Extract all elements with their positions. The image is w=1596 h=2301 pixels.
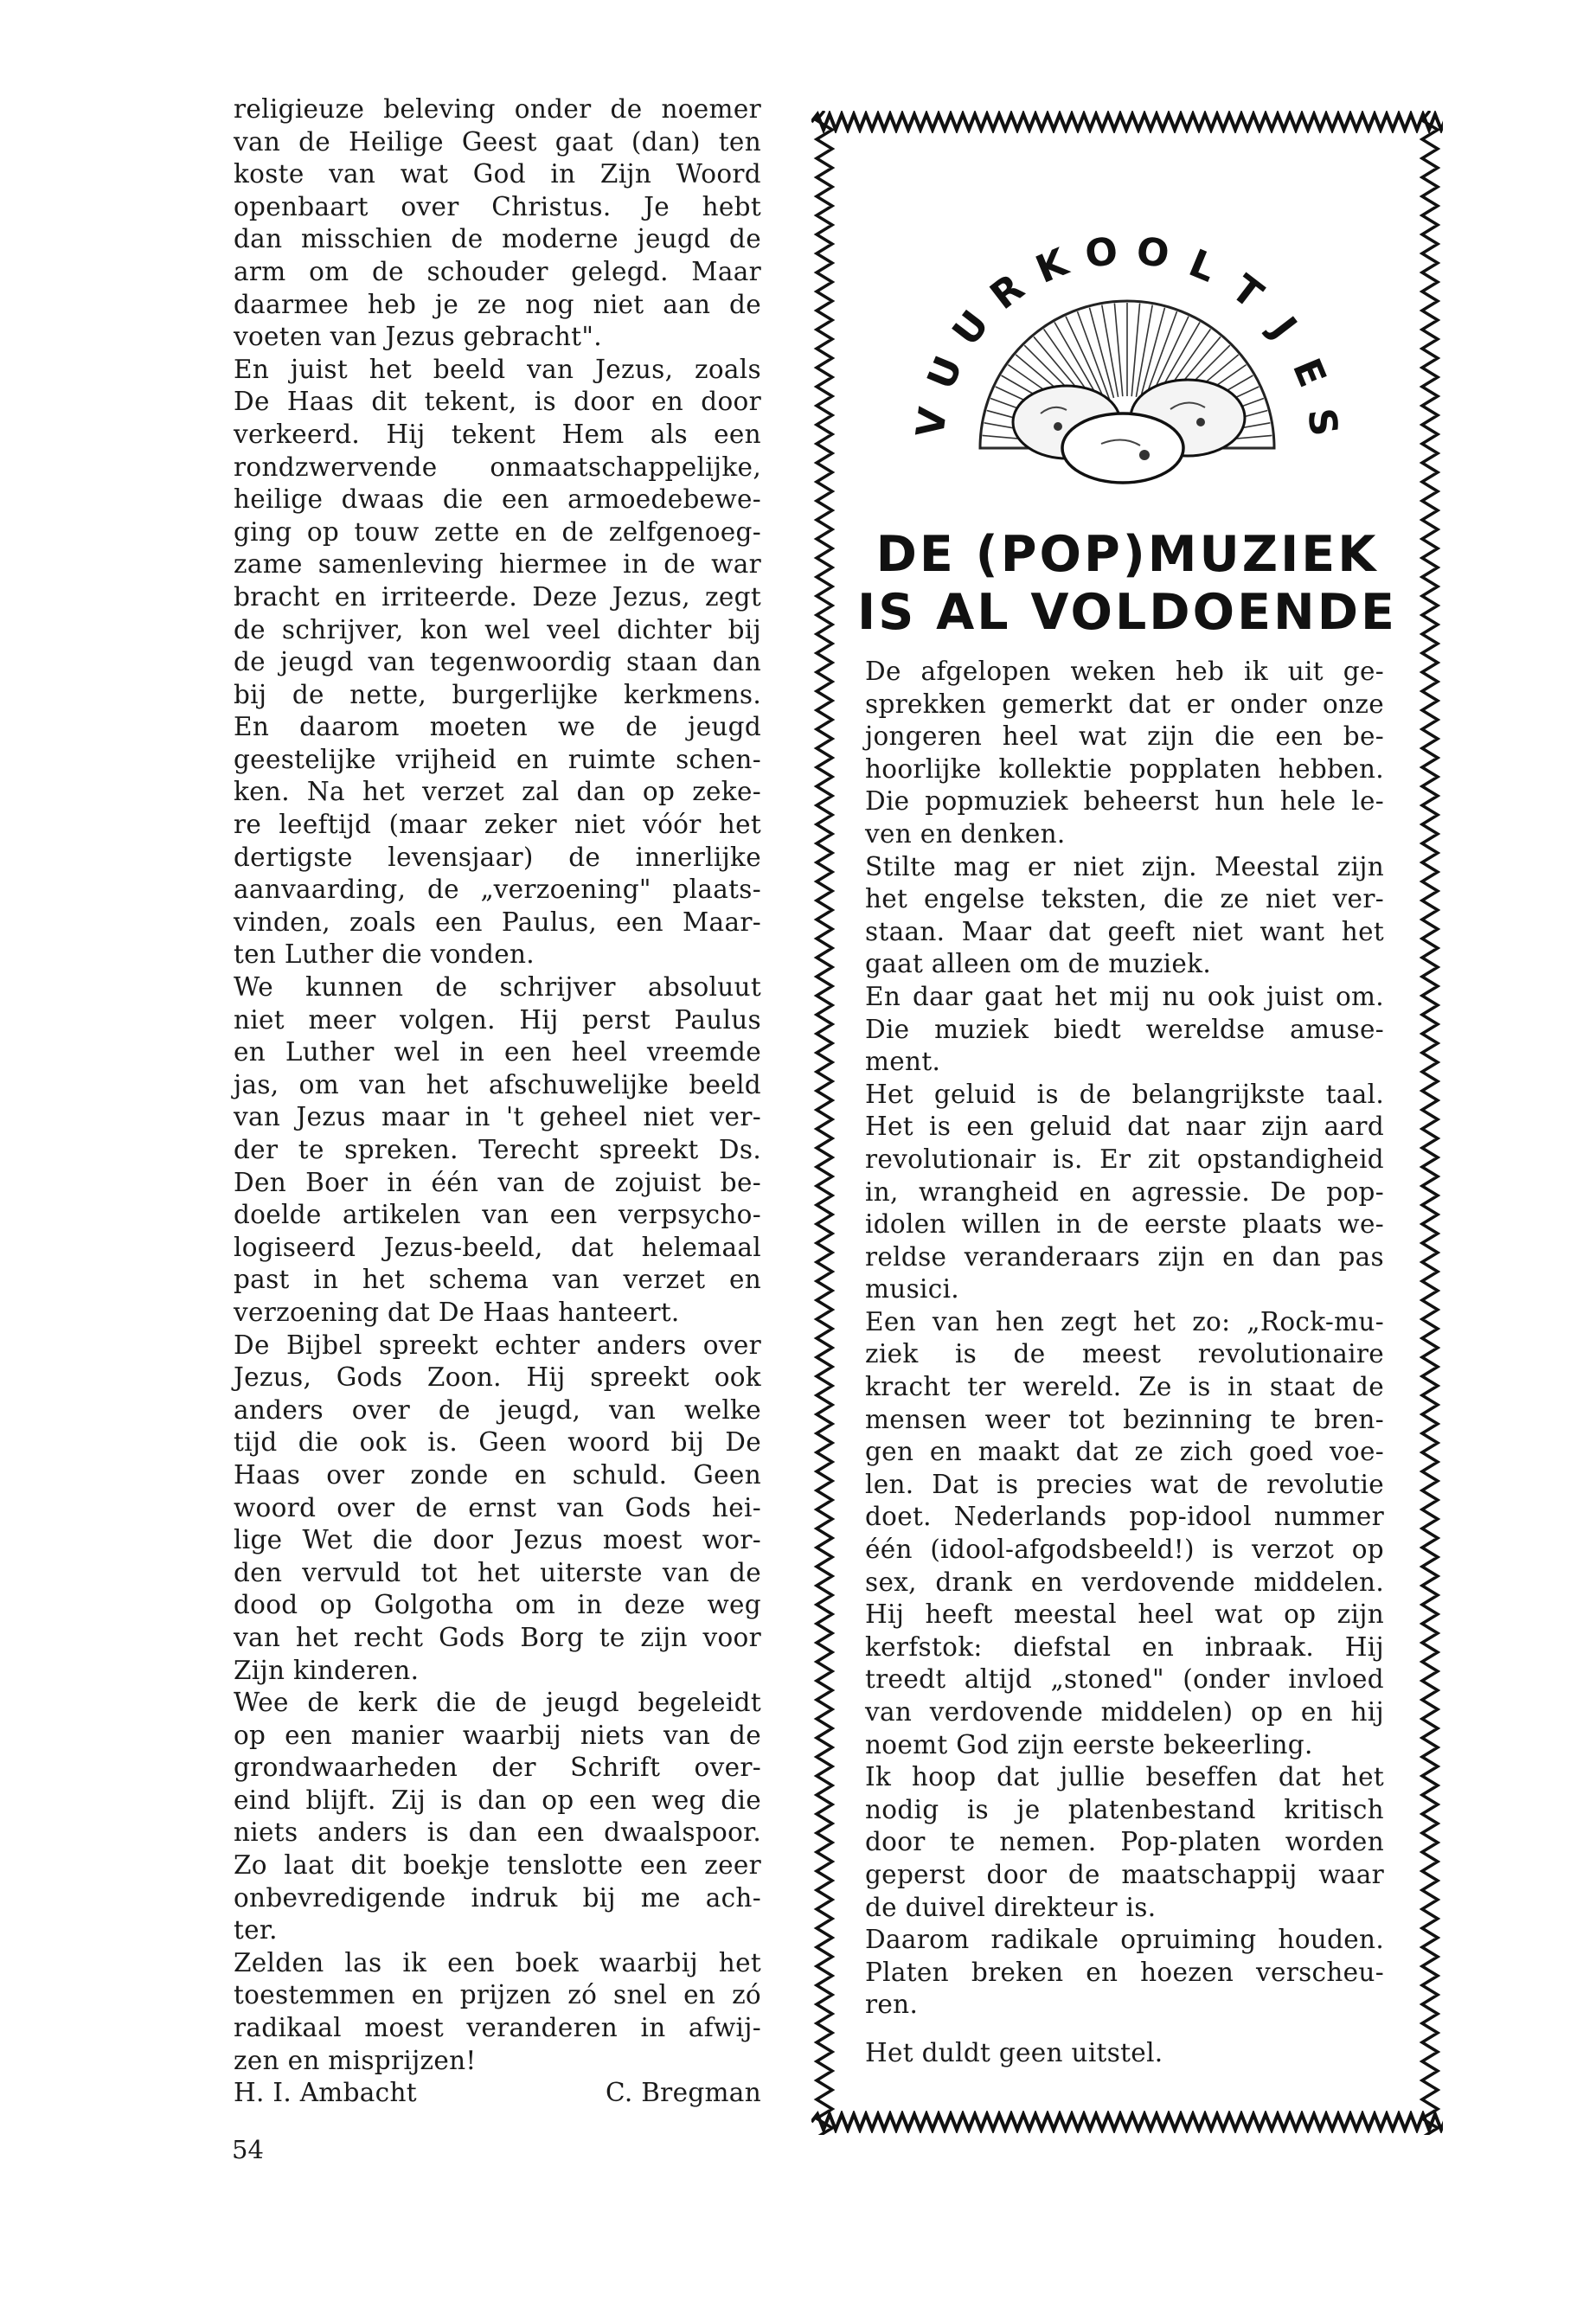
top-zigzag-border	[811, 111, 1443, 133]
text-line: Ik hoop dat jullie beseffen dat het	[865, 1762, 1384, 1792]
text-line: Die popmuziek beheerst hun hele le-	[865, 786, 1384, 817]
emblem-letter: T	[1223, 266, 1271, 317]
text-line: musici.	[865, 1274, 959, 1304]
text-line: bij de nette, burgerlijke kerkmens.	[234, 679, 761, 709]
paragraph-gap	[865, 2022, 1384, 2037]
text-line: En juist het beeld van Jezus, zoals	[234, 354, 761, 384]
closing-line: Het duldt geen uitstel.	[865, 2037, 1163, 2067]
text-line: dood op Golgotha om in deze weg	[234, 1590, 761, 1620]
burning-coals-icon	[1013, 380, 1245, 483]
text-line: re leeftijd (maar zeker niet vóór het	[234, 810, 761, 840]
text-line: van de Heilige Geest gaat (dan) ten	[234, 126, 761, 157]
text-line: aanvaarding, de „verzoening" plaats-	[234, 875, 761, 905]
text-line: verkeerd. Hij tekent Hem als een	[234, 419, 761, 449]
text-line: der te spreken. Terecht spreekt Ds.	[234, 1135, 761, 1164]
text-line: niets anders is dan een dwaalspoor.	[234, 1817, 761, 1848]
text-line: koste van wat God in Zijn Woord	[234, 159, 761, 189]
signature-author: C. Bregman	[606, 2078, 761, 2108]
emblem-letter: R	[982, 265, 1033, 319]
emblem-letter: K	[1029, 240, 1074, 292]
text-line: Die muziek biedt wereldse amuse-	[865, 1014, 1384, 1044]
text-line: sprekken gemerkt dat er onder onze	[865, 689, 1384, 719]
text-line: De Bijbel spreekt echter anders over	[234, 1330, 761, 1360]
text-line: De Haas dit tekent, is door en door	[234, 387, 761, 417]
text-line: past in het schema van verzet en	[234, 1265, 761, 1295]
text-line: de duivel direkteur is.	[865, 1892, 1157, 1922]
left-article-column	[234, 93, 761, 2110]
text-line: onbevredigende indruk bij me ach-	[234, 1882, 761, 1913]
text-line: hoorlijke kollektie popplaten hebben.	[865, 753, 1384, 784]
text-line: En daarom moeten we de jeugd	[234, 712, 761, 742]
text-line: van verdovende middelen) op en hij	[865, 1697, 1384, 1727]
emblem-letter: L	[1183, 240, 1222, 292]
text-line: zen en misprijzen!	[234, 2045, 477, 2075]
text-line: Haas over zonde en schuld. Geen	[234, 1459, 761, 1490]
text-line: nodig is je platenbestand kritisch	[865, 1794, 1384, 1824]
signature-row	[234, 2077, 761, 2110]
text-line: tijd die ook is. Geen woord bij De	[234, 1427, 761, 1458]
text-line: voeten van Jezus gebracht".	[234, 322, 602, 352]
text-line: Platen breken en hoezen verscheu-	[865, 1957, 1384, 1987]
text-line: ter.	[234, 1915, 278, 1945]
text-line: vinden, zoals een Paulus, een Maar-	[234, 907, 761, 937]
left-zigzag-border	[811, 111, 837, 2135]
emblem-letter: E	[1283, 352, 1335, 394]
text-line: staan. Maar dat geeft niet want het	[865, 916, 1384, 946]
text-line: ment.	[865, 1047, 941, 1077]
text-line: ven en denken.	[865, 818, 1066, 849]
text-line: Den Boer in één van de zojuist be-	[234, 1167, 761, 1197]
text-line: heilige dwaas die een armoedebewe-	[234, 484, 761, 515]
text-line: één (idool-afgodsbeeld!) is verzot op	[865, 1535, 1384, 1565]
text-line: Een van hen zegt het zo: „Rock-mu-	[865, 1306, 1384, 1336]
text-line: door te nemen. Pop-platen worden	[865, 1827, 1384, 1857]
text-line: de jeugd van tegenwoordig staan dan	[234, 647, 761, 677]
vuurkooltjes-emblem	[894, 163, 1361, 526]
bottom-zigzag-border	[811, 2111, 1443, 2133]
text-line: geperst door de maatschappij waar	[865, 1859, 1384, 1889]
page-number: 54	[232, 2135, 264, 2164]
emblem-letter: O	[1133, 228, 1172, 278]
text-line: Hij heeft meestal heel wat op zijn	[865, 1599, 1384, 1630]
text-line: ten Luther die vonden.	[234, 939, 535, 970]
text-line: sex, drank en verdovende middelen.	[865, 1567, 1384, 1597]
text-line: grondwaarheden der Schrift over-	[234, 1753, 761, 1783]
text-line: logiseerd Jezus-beeld, dat helemaal	[234, 1232, 761, 1262]
text-line: kerfstok: diefstal en inbraak. Hij	[865, 1631, 1384, 1662]
text-line: Stilte mag er niet zijn. Meestal zijn	[865, 851, 1384, 881]
text-line: daarmee heb je ze nog niet aan de	[234, 289, 761, 319]
text-line: bracht en irriteerde. Deze Jezus, zegt	[234, 581, 761, 612]
text-line: van Jezus maar in 't geheel niet ver-	[234, 1102, 761, 1132]
text-line: op een manier waarbij niets van de	[234, 1720, 761, 1750]
text-line: ziek is de meest revolutionaire	[865, 1339, 1384, 1369]
text-line: dertigste levensjaar) de innerlijke	[234, 842, 761, 872]
emblem-letter: U	[944, 302, 998, 355]
text-line: gen en maakt dat ze zich goed voe-	[865, 1437, 1384, 1467]
text-line: En daar gaat het mij nu ook juist om.	[865, 981, 1384, 1011]
emblem-letter: S	[1298, 406, 1346, 439]
text-line: treedt altijd „stoned" (onder invloed	[865, 1664, 1384, 1695]
text-line: Daarom radikale opruiming houden.	[865, 1925, 1384, 1955]
text-line: verzoening dat De Haas hanteert.	[234, 1297, 680, 1327]
text-line: en Luther wel in een heel vreemde	[234, 1037, 761, 1067]
text-line: len. Dat is precies wat de revolutie	[865, 1469, 1384, 1499]
text-line: revolutionair is. Er zit opstandigheid	[865, 1144, 1384, 1174]
text-line: arm om de schouder gelegd. Maar	[234, 256, 761, 286]
text-line: idolen willen in de eerste plaats we-	[865, 1209, 1384, 1240]
text-line: radikaal moest veranderen in afwij-	[234, 2013, 761, 2043]
text-line: mensen weer tot bezinning te bren-	[865, 1404, 1384, 1434]
text-line: jas, om van het afschuwelijke beeld	[234, 1069, 761, 1099]
text-line: De afgelopen weken heb ik uit ge-	[865, 657, 1384, 686]
text-line: ken. Na het verzet zal dan op zeke-	[234, 777, 761, 807]
text-line: rondzwervende onmaatschappelijke,	[234, 452, 761, 482]
text-line: in, wrangheid en agressie. De pop-	[865, 1176, 1384, 1207]
text-line: noemt God zijn eerste bekeerling.	[865, 1729, 1313, 1759]
text-line: Zo laat dit boekje tenslotte een zeer	[234, 1850, 761, 1881]
text-line: kracht ter wereld. Ze is in staat de	[865, 1372, 1384, 1402]
text-line: Het geluid is de belangrijkste taal.	[865, 1079, 1384, 1109]
text-line: openbaart over Christus. Je hebt	[234, 191, 761, 221]
text-line: anders over de jeugd, van welke	[234, 1394, 761, 1425]
text-line: het engelse teksten, die ze niet ver-	[865, 884, 1384, 914]
text-line: ging op touw zette en de zelfgenoeg-	[234, 516, 761, 547]
text-line: eind blijft. Zij is dan op een weg die	[234, 1785, 761, 1815]
text-line: doelde artikelen van een verpsycho-	[234, 1200, 761, 1230]
text-line: We kunnen de schrijver absoluut	[234, 972, 761, 1003]
text-line: Zijn kinderen.	[234, 1655, 420, 1685]
emblem-letter: J	[1261, 309, 1305, 348]
text-line: Het is een geluid dat naar zijn aard	[865, 1112, 1384, 1142]
text-line: Zelden las ik een boek waarbij het	[234, 1947, 761, 1977]
signature-place: H. I. Ambacht	[234, 2078, 417, 2108]
right-zigzag-border	[1417, 111, 1443, 2135]
text-line: den vervuld tot het uiterste van de	[234, 1557, 761, 1587]
text-line: ren.	[865, 1990, 919, 2020]
text-line: de schrijver, kon wel veel dichter bij	[234, 614, 761, 644]
text-line: geestelijke vrijheid en ruimte schen-	[234, 744, 761, 774]
text-line: reldse veranderaars zijn en dan pas	[865, 1241, 1384, 1272]
text-line: van het recht Gods Borg te zijn voor	[234, 1622, 761, 1652]
text-line: religieuze beleving onder de noemer	[234, 94, 761, 124]
text-line: doet. Nederlands pop-idool nummer	[865, 1502, 1384, 1532]
text-line: zame samenleving hiermee in de war	[234, 549, 761, 580]
text-line: Jezus, Gods Zoon. Hij spreekt ook	[234, 1362, 761, 1393]
text-line: dan misschien de moderne jeugd de	[234, 224, 761, 254]
text-line: Wee de kerk die de jeugd begeleidt	[234, 1688, 761, 1718]
text-line: toestemmen en prijzen zó snel en zó	[234, 1980, 761, 2010]
emblem-letter: O	[1082, 228, 1121, 278]
headline-line-2: IS AL VOLDOENDE	[857, 584, 1397, 641]
emblem-letter: V	[907, 405, 956, 440]
text-line: lige Wet die door Jezus moest wor-	[234, 1525, 761, 1555]
headline-line-1: DE (POP)MUZIEK	[875, 526, 1379, 583]
text-line: niet meer volgen. Hij perst Paulus	[234, 1004, 761, 1035]
text-line: gaat alleen om de muziek.	[865, 949, 1212, 979]
box-article-text	[865, 656, 1384, 2070]
emblem-letter: U	[919, 349, 972, 396]
text-line: woord over de ernst van Gods hei-	[234, 1492, 761, 1522]
vuurkooltjes-box	[811, 111, 1443, 2135]
text-line: jongeren heel wat zijn die een be-	[865, 721, 1384, 752]
